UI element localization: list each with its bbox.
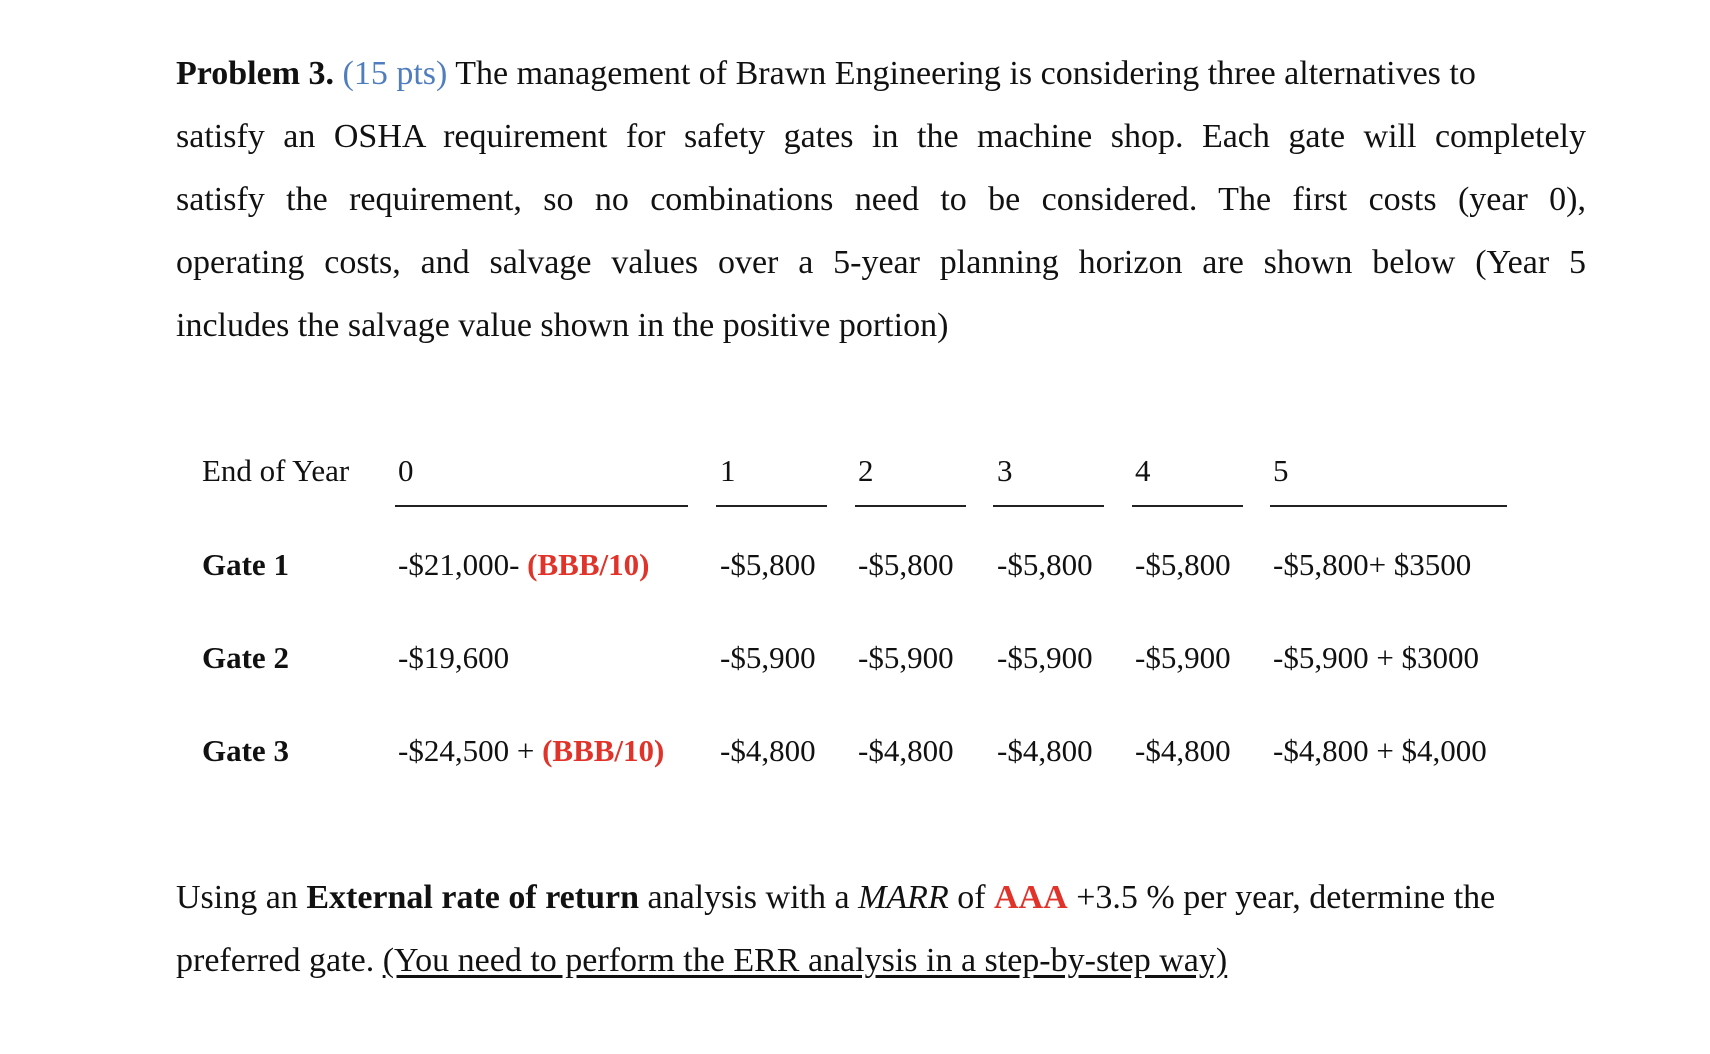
gate-2-year-1: -$5,900 <box>720 640 816 675</box>
gate-2-year-2: -$5,900 <box>858 640 954 675</box>
marr-variable: AAA <box>994 879 1068 916</box>
gate-1-label: Gate 1 <box>202 547 289 582</box>
gate-3-year-2: -$4,800 <box>858 733 954 768</box>
question-line-1 <box>176 866 1586 929</box>
year-0-header: 0 <box>398 453 414 488</box>
question-statement <box>176 866 1586 992</box>
gate-3-year-3: -$4,800 <box>997 733 1093 768</box>
question-text-4: +3.5 % per year, determine the <box>1067 879 1496 916</box>
gate-1-year-5: -$5,800+ $3500 <box>1273 547 1472 582</box>
gate-1-year-2: -$5,800 <box>858 547 954 582</box>
problem-text-line-4: operating costs, and salvage values over a 5-year planning horizon are shown below (Year 5 <box>176 244 1586 281</box>
gate-3-year-4: -$4,800 <box>1135 733 1231 768</box>
gate-2-year-3: -$5,900 <box>997 640 1093 675</box>
step-by-step-note: (You need to perform the ERR analysis in a step-by-step way) <box>382 942 1228 979</box>
gate-2-year-4: -$5,900 <box>1135 640 1231 675</box>
year-4-rule <box>1132 505 1243 507</box>
gate-2-year-0 <box>398 640 509 676</box>
problem-text-line-2: satisfy an OSHA requirement for safety gates in the machine shop. Each gate will completely <box>176 118 1586 155</box>
gate-1-year-4: -$5,800 <box>1135 547 1231 582</box>
gate-3-year-0 <box>398 733 664 769</box>
problem-line-1 <box>176 42 1586 105</box>
year-2-rule <box>855 505 966 507</box>
gate-2-first-cost: -$19,600 <box>398 640 510 675</box>
marr-term: MARR <box>858 879 949 916</box>
gate-3-label: Gate 3 <box>202 733 289 768</box>
gate-1-year-1: -$5,800 <box>720 547 816 582</box>
gate-1-year-0 <box>398 547 649 583</box>
problem-points: (15 pts) <box>342 55 448 92</box>
err-method: External rate of return <box>306 879 639 916</box>
table-header-label: End of Year <box>202 453 350 488</box>
problem-text-line-5: includes the salvage value shown in the positive portion) <box>176 307 949 344</box>
year-3-header: 3 <box>997 453 1013 488</box>
gate-2-year-5: -$5,900 + $3000 <box>1273 640 1480 675</box>
question-text-5: preferred gate. <box>176 942 383 979</box>
year-0-rule <box>395 505 688 507</box>
gate-1-year-3: -$5,800 <box>997 547 1093 582</box>
problem-statement <box>176 42 1586 357</box>
question-text-2: analysis with a <box>639 879 859 916</box>
problem-label: Problem 3. <box>176 55 335 92</box>
year-1-header: 1 <box>720 453 736 488</box>
year-4-header: 4 <box>1135 453 1151 488</box>
question-text-3: of <box>948 879 995 916</box>
year-2-header: 2 <box>858 453 874 488</box>
year-1-rule <box>716 505 827 507</box>
gate-3-first-cost: -$24,500 + <box>398 733 543 768</box>
gate-2-label: Gate 2 <box>202 640 289 675</box>
question-text-1: Using an <box>176 879 307 916</box>
gate-3-variable: (BBB/10) <box>542 733 665 768</box>
year-5-rule <box>1270 505 1507 507</box>
year-3-rule <box>993 505 1104 507</box>
problem-text-line-3: satisfy the requirement, so no combinations need to be considered. The first costs (year 0), <box>176 181 1586 218</box>
year-5-header: 5 <box>1273 453 1289 488</box>
question-line-2 <box>176 929 1586 992</box>
problem-text-line-1: The management of Brawn Engineering is considering three alternatives to <box>455 55 1476 92</box>
gate-3-year-1: -$4,800 <box>720 733 816 768</box>
gate-3-year-5: -$4,800 + $4,000 <box>1273 733 1487 768</box>
gate-1-variable: (BBB/10) <box>527 547 650 582</box>
gate-1-first-cost: -$21,000- <box>398 547 528 582</box>
